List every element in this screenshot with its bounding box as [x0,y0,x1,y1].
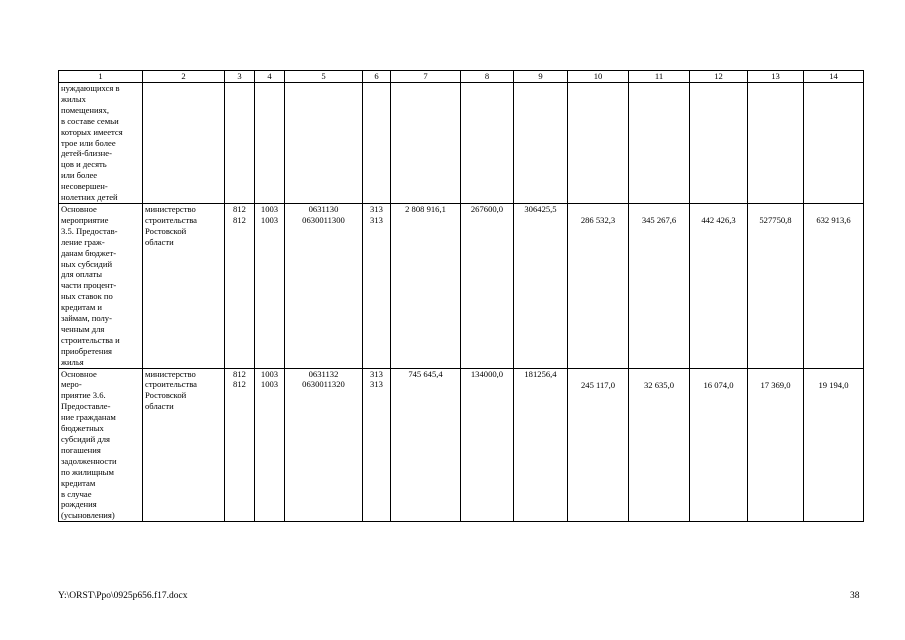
cell-line: 812 [233,379,246,390]
section-code-cell [255,203,285,368]
cell-line: детей-близне- [61,148,112,159]
cell-line: Основное [61,203,97,214]
cell-line: министерство [145,368,196,379]
col-number: 1 [59,71,143,83]
target-article-cell [285,368,363,522]
cell-value: 267600,0 [470,203,504,214]
cell-line: области [145,236,174,247]
cell-value: 32 635,0 [643,379,675,390]
year-value-cell [568,368,629,522]
cell-value: 17 369,0 [760,379,791,390]
col-number: 14 [804,71,864,83]
cell-value: 245 117,0 [580,379,616,390]
table-row [59,368,864,522]
year-value-cell [804,203,864,368]
cell-line: ние гражданам [61,412,116,423]
cell-line: ченным для [61,323,105,334]
cell-line: 313 [370,379,383,390]
cell-value: 345 267,6 [641,214,677,225]
cell-line: ных ставок по [61,291,113,302]
cell-line: кредитам [61,477,96,488]
year-value-cell [514,203,568,368]
cell-line: 1003 [260,379,279,390]
cell-line: нуждающихся в [61,83,120,93]
cell-line: в составе семьи [61,115,119,126]
cell-line: трое или более [61,137,116,148]
expense-type-cell [363,368,391,522]
cell-line: приобретения [61,345,112,356]
cell-line: области [145,401,174,412]
total-cell [391,203,461,368]
cell-line: несовершен- [61,181,108,192]
cell-line: 313 [370,368,383,379]
cell-line: в случае [61,488,92,499]
cell-line: строительства [145,214,197,225]
cell-line: строительства [145,379,197,390]
cell-value: 527750,8 [759,214,792,225]
cell-line: 0631130 [308,203,339,214]
col-number: 5 [285,71,363,83]
year-value-cell [748,368,804,522]
cell-value: 2 808 916,1 [405,203,446,214]
document-path: Y:\ORST\Ppo\0925p656.f17.docx [58,591,188,601]
cell-line: цов и десять [61,159,107,170]
year-value-cell [514,368,568,522]
cell-line: Ростовской [145,390,187,401]
col-number: 3 [225,71,255,83]
cell-line: рождения [61,499,97,510]
table-row [59,203,864,368]
cell-line: кредитам и [61,302,103,313]
cell-line: 1003 [260,203,279,214]
cell-value: 286 532,3 [580,214,616,225]
cell-line: ных субсидий [61,258,113,269]
cell-line: 313 [370,203,383,214]
col-number: 4 [255,71,285,83]
activity-name-cell [59,83,143,204]
executor-cell [143,203,225,368]
cell-line: задолженности [61,455,117,466]
total-cell [391,368,461,522]
cell-line: части процент- [61,280,117,291]
table-row-continuation [59,83,864,204]
cell-line: 3.5. Предостав- [61,225,118,236]
cell-line: займам, полу- [61,313,112,324]
year-value-cell [690,203,748,368]
year-value-cell [461,368,514,522]
col-number: 10 [568,71,629,83]
cell-line: или более [61,170,98,181]
cell-line: по жилищным [61,466,114,477]
cell-line: министерство [145,203,196,214]
cell-line: помещениях, [61,104,110,115]
cell-line: 1003 [260,368,279,379]
col-number: 11 [629,71,690,83]
cell-line: 812 [233,368,246,379]
cell-line: нолетних детей [61,192,118,203]
cell-value: 16 074,0 [703,379,734,390]
cell-value: 745 645,4 [408,368,443,379]
activity-name-cell [59,203,143,368]
activity-name-cell [59,368,143,522]
cell-line: приятие 3.6. [61,390,106,401]
cell-value: 181256,4 [524,368,557,379]
cell-line: жилья [61,356,84,367]
year-value-cell [748,203,804,368]
expense-type-cell [363,203,391,368]
year-value-cell [629,368,690,522]
cell-line: 1003 [260,214,279,225]
cell-line: Основное [61,368,97,379]
cell-line: бюджетных [61,423,104,434]
cell-line: 0631132 [308,368,339,379]
column-number-row [59,71,864,83]
cell-line: Предоставле- [61,401,111,412]
cell-value: 306425,5 [524,203,557,214]
col-number: 7 [391,71,461,83]
cell-line: для оплаты [61,269,103,280]
cell-line: строительства и [61,334,120,345]
grbs-cell [225,203,255,368]
col-number: 9 [514,71,568,83]
cell-value: 632 913,6 [816,214,851,225]
year-value-cell [461,203,514,368]
col-number: 8 [461,71,514,83]
cell-line: 0630011320 [302,379,345,390]
col-number: 12 [690,71,748,83]
page-number: 38 [850,591,860,601]
section-code-cell [255,368,285,522]
cell-line: субсидий для [61,434,111,444]
cell-value: 134000,0 [470,368,504,379]
cell-line: 313 [370,214,383,225]
executor-cell [143,368,225,522]
col-number: 2 [143,71,225,83]
col-number: 6 [363,71,391,83]
cell-value: 19 194,0 [818,379,849,390]
year-value-cell [568,203,629,368]
cell-line: данам бюджет- [61,247,117,258]
cell-line: меро- [61,379,82,390]
budget-table [58,70,864,522]
cell-line: ление граж- [61,236,105,247]
cell-line: 0630011300 [302,214,345,225]
cell-line: погашения [61,444,101,455]
cell-value: 442 426,3 [701,214,736,225]
cell-line: жилых [61,93,86,104]
cell-line: (усыновления) [61,510,115,521]
cell-line: мероприятие [61,214,109,225]
cell-line: которых имеется [61,126,123,137]
year-value-cell [804,368,864,522]
cell-line: 812 [233,203,246,214]
target-article-cell [285,203,363,368]
cell-line: 812 [233,214,246,225]
grbs-cell [225,368,255,522]
col-number: 13 [748,71,804,83]
year-value-cell [629,203,690,368]
cell-line: Ростовской [145,225,187,236]
year-value-cell [690,368,748,522]
